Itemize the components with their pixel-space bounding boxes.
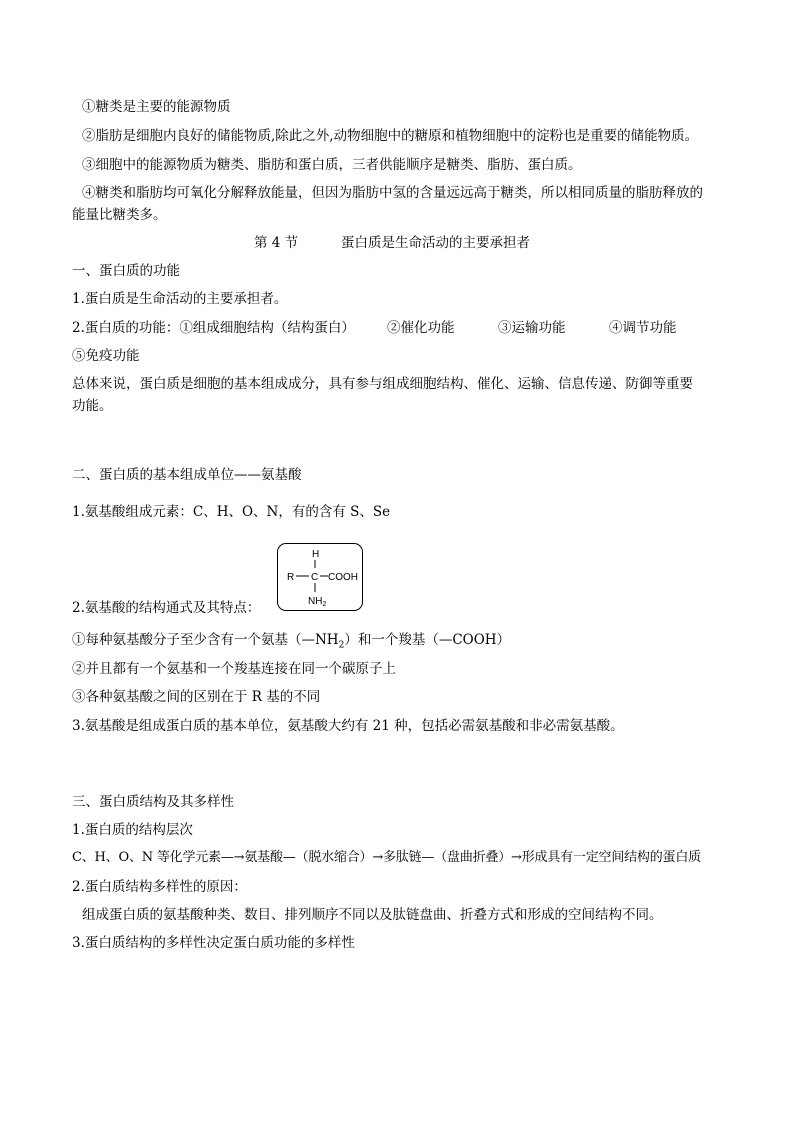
part2-feature-1 [72,630,510,656]
function-immunity: ⑤免疫功能 [72,348,140,364]
part2-heading: 二、蛋白质的基本组成单位——氨基酸 [72,467,302,483]
part1-summary-line-2: 功能。 [72,398,113,414]
intro-point-4-line-2: 能量比糖类多。 [72,207,167,223]
part3-item-2: 2.蛋白质结构多样性的原因： [72,879,247,895]
intro-point-4-line-1: ④糖类和脂肪均可氧化分解释放能量，但因为脂肪中氢的含量远远高于糖类，所以相同质量的脂肪释放的 [82,185,703,201]
formula-r-group: R [287,572,295,583]
section-title: 蛋白质是生命活动的主要承担者 [341,235,530,251]
part2-item-2: 2.氨基酸的结构通式及其特点： [72,600,261,616]
intro-point-3: ③细胞中的能源物质为糖类、脂肪和蛋白质，三者供能顺序是糖类、脂肪、蛋白质。 [82,157,582,173]
part3-heading: 三、蛋白质结构及其多样性 [72,794,234,810]
part1-summary-line-1: 总体来说，蛋白质是细胞的基本组成成分，具有参与组成细胞结构、催化、运输、信息传递、防御等重要 [72,376,693,392]
protein-hierarchy-chain: C、H、O、N 等化学元素—→氨基酸—（脱水缩合）→多肽链—（盘曲折叠）→形成具有一定空间结构的蛋白质 [72,850,701,865]
section-number: 第 4 节 [254,235,299,251]
part1-item-2-prefix: 2.蛋白质的功能： [72,320,180,336]
formula-carbon: C [311,572,319,583]
part3-item-1: 1.蛋白质的结构层次 [72,822,193,838]
function-transport: ③运输功能 [498,320,566,336]
part1-heading: 一、蛋白质的功能 [72,263,180,279]
function-structure: ①组成细胞结构（结构蛋白） [179,320,355,336]
function-catalysis: ②催化功能 [387,320,455,336]
feature-1-subscript: 2 [338,640,345,651]
part3-item-3: 3.蛋白质结构的多样性决定蛋白质功能的多样性 [72,935,355,951]
function-regulation: ④调节功能 [609,320,677,336]
part1-item-2 [72,318,355,338]
formula-amino-group: $NH_2$ [308,596,327,608]
formula-top-atom: H [312,549,320,560]
feature-1-part-a: ①每种氨基酸分子至少含有一个氨基（—NH [72,632,339,648]
amino-acid-formula [277,543,363,611]
intro-point-1: ①糖类是主要的能源物质 [82,99,231,115]
intro-point-2: ②脂肪是细胞内良好的储能物质,除此之外,动物细胞中的糖原和植物细胞中的淀粉也是重要的储能物质。 [82,128,699,144]
feature-1-part-b: ）和一个羧基（—COOH） [344,632,511,648]
part2-item-1: 1.氨基酸组成元素：C、H、O、N，有的含有 S、Se [72,504,391,520]
part3-reason: 组成蛋白质的氨基酸种类、数目、排列顺序不同以及肽链盘曲、折叠方式和形成的空间结构不同。 [82,907,663,923]
part2-feature-3: ③各种氨基酸之间的区别在于 R 基的不同 [72,689,321,705]
part1-item-1: 1.蛋白质是生命活动的主要承担者。 [72,291,288,307]
part2-item-3: 3.氨基酸是组成蛋白质的基本单位，氨基酸大约有 21 种，包括必需氨基酸和非必需氨基酸。 [72,718,624,734]
part2-feature-2: ②并且都有一个氨基和一个羧基连接在同一个碳原子上 [72,661,396,677]
formula-carboxyl: COOH [328,572,358,583]
amino-acid-formula-svg [278,544,364,612]
